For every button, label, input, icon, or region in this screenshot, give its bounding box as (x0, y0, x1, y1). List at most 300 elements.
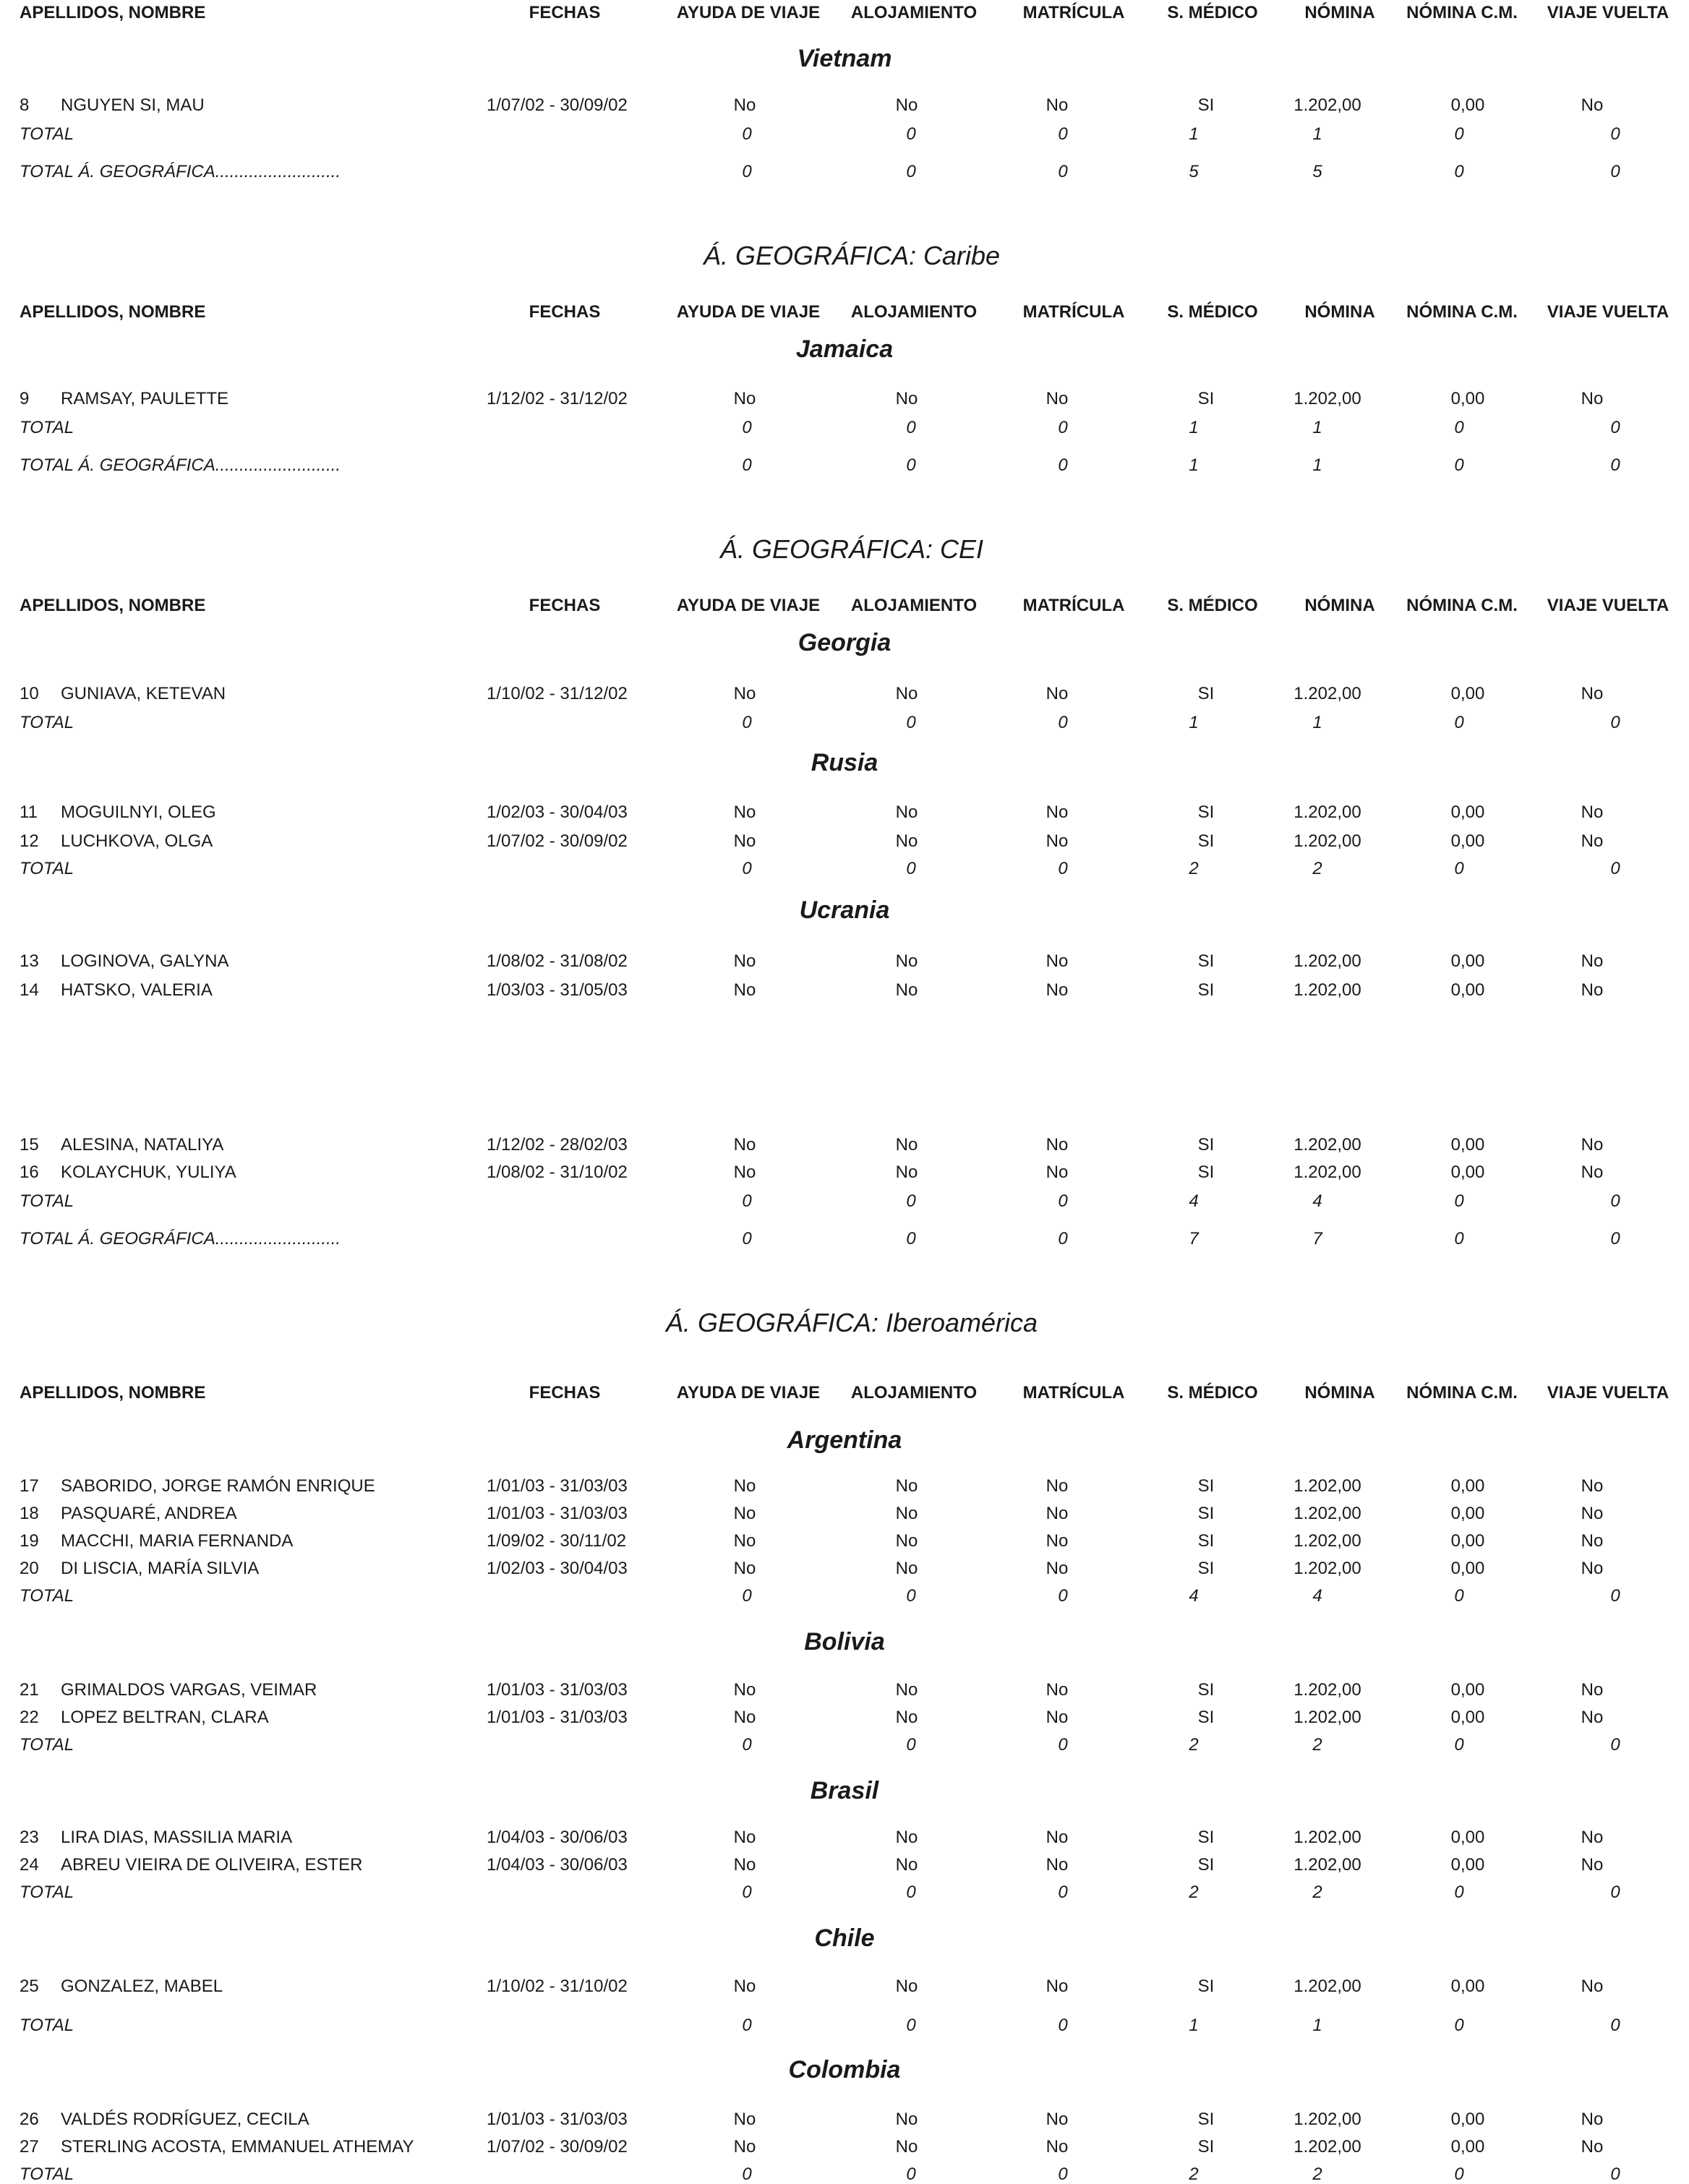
total-value: 0 (906, 1191, 916, 1211)
row-name: LOGINOVA, GALYNA (61, 951, 229, 971)
row-alojamiento: No (895, 1531, 918, 1551)
row-smedico: SI (1197, 831, 1215, 851)
total-label: TOTAL (20, 1191, 74, 1211)
row-name: ALESINA, NATALIYA (61, 1135, 224, 1155)
row-dates: 1/01/03 - 31/03/03 (487, 2110, 628, 2129)
total-value: 0 (1058, 1191, 1068, 1211)
total-label: TOTAL (20, 1883, 74, 1902)
row-ayuda: No (733, 1680, 756, 1700)
row-ayuda: No (733, 1476, 756, 1496)
total-value: 7 (1189, 1229, 1199, 1249)
row-matricula: No (1046, 802, 1069, 822)
row-name: VALDÉS RODRÍGUEZ, CECILA (61, 2110, 309, 2129)
total-value: 0 (1454, 418, 1464, 437)
row-matricula: No (1046, 684, 1069, 703)
total-value: 0 (906, 1586, 916, 1606)
row-dates: 1/07/02 - 30/09/02 (487, 95, 628, 115)
row-dates: 1/01/03 - 31/03/03 (487, 1680, 628, 1700)
row-matricula: No (1046, 1708, 1069, 1727)
header-alojamiento: ALOJAMIENTO (850, 302, 978, 322)
row-smedico: SI (1197, 1828, 1215, 1847)
area-heading: Á. GEOGRÁFICA: CEI (719, 534, 984, 564)
row-nomina: 1.202,00 (1294, 2137, 1361, 2157)
row-alojamiento: No (895, 684, 918, 703)
row-nomina-cm: 0,00 (1450, 1680, 1485, 1700)
header-name: APELLIDOS, NOMBRE (20, 1383, 206, 1403)
row-number: 17 (20, 1476, 39, 1496)
row-nomina: 1.202,00 (1294, 1531, 1361, 1551)
area-total-label: TOTAL Á. GEOGRÁFICA.......................... (20, 455, 341, 475)
row-nomina-cm: 0,00 (1450, 2137, 1485, 2157)
row-viaje-vuelta: No (1581, 951, 1604, 971)
total-value: 0 (1058, 455, 1068, 475)
row-nomina-cm: 0,00 (1450, 389, 1485, 408)
row-number: 26 (20, 2110, 39, 2129)
total-value: 1 (1312, 418, 1322, 437)
total-value: 0 (1610, 713, 1620, 732)
row-alojamiento: No (895, 389, 918, 408)
row-nomina: 1.202,00 (1294, 1504, 1361, 1523)
header-nomina: NÓMINA (1304, 3, 1375, 22)
row-alojamiento: No (895, 1828, 918, 1847)
row-nomina: 1.202,00 (1294, 684, 1361, 703)
row-matricula: No (1046, 1476, 1069, 1496)
row-dates: 1/04/03 - 30/06/03 (487, 1828, 628, 1847)
row-nomina: 1.202,00 (1294, 2110, 1361, 2129)
total-value: 0 (906, 2164, 916, 2184)
country-heading: Jamaica (795, 335, 894, 363)
header-name: APELLIDOS, NOMBRE (20, 596, 206, 615)
row-dates: 1/03/03 - 31/05/03 (487, 980, 628, 1000)
row-nomina: 1.202,00 (1294, 1828, 1361, 1847)
row-nomina: 1.202,00 (1294, 802, 1361, 822)
country-heading: Ucrania (799, 896, 890, 924)
row-nomina: 1.202,00 (1294, 831, 1361, 851)
row-ayuda: No (733, 95, 756, 115)
total-value: 0 (1058, 1883, 1068, 1902)
total-value: 0 (742, 1883, 752, 1902)
row-dates: 1/04/03 - 30/06/03 (487, 1855, 628, 1875)
row-nomina-cm: 0,00 (1450, 1531, 1485, 1551)
row-alojamiento: No (895, 1504, 918, 1523)
row-ayuda: No (733, 1855, 756, 1875)
row-nomina: 1.202,00 (1294, 389, 1361, 408)
row-ayuda: No (733, 980, 756, 1000)
header-nomina-cm: NÓMINA C.M. (1406, 3, 1518, 22)
total-value: 2 (1189, 1735, 1199, 1755)
row-number: 19 (20, 1531, 39, 1551)
total-value: 1 (1189, 124, 1199, 144)
row-nomina-cm: 0,00 (1450, 1135, 1485, 1155)
total-value: 0 (1610, 418, 1620, 437)
row-nomina: 1.202,00 (1294, 1476, 1361, 1496)
area-heading: Á. GEOGRÁFICA: Caribe (703, 241, 1001, 270)
row-smedico: SI (1197, 1559, 1215, 1578)
row-viaje-vuelta: No (1581, 2110, 1604, 2129)
row-number: 13 (20, 951, 39, 971)
row-matricula: No (1046, 95, 1069, 115)
total-value: 0 (1610, 1883, 1620, 1902)
row-number: 14 (20, 980, 39, 1000)
row-smedico: SI (1197, 1135, 1215, 1155)
row-dates: 1/07/02 - 30/09/02 (487, 831, 628, 851)
row-number: 22 (20, 1708, 39, 1727)
total-value: 0 (1058, 162, 1068, 181)
row-alojamiento: No (895, 1977, 918, 1996)
row-ayuda: No (733, 389, 756, 408)
total-value: 0 (906, 1883, 916, 1902)
row-name: LUCHKOVA, OLGA (61, 831, 213, 851)
header-smedico: S. MÉDICO (1167, 3, 1258, 22)
header-name: APELLIDOS, NOMBRE (20, 3, 206, 22)
header-fechas: FECHAS (529, 596, 601, 615)
row-smedico: SI (1197, 1708, 1215, 1727)
row-ayuda: No (733, 1977, 756, 1996)
row-nomina-cm: 0,00 (1450, 95, 1485, 115)
header-ayuda: AYUDA DE VIAJE (676, 3, 821, 22)
total-label: TOTAL (20, 124, 74, 144)
row-alojamiento: No (895, 980, 918, 1000)
row-smedico: SI (1197, 1977, 1215, 1996)
total-value: 0 (906, 713, 916, 732)
total-value: 0 (906, 162, 916, 181)
row-name: GONZALEZ, MABEL (61, 1977, 223, 1996)
total-value: 0 (1058, 418, 1068, 437)
row-dates: 1/02/03 - 30/04/03 (487, 1559, 628, 1578)
total-value: 0 (1454, 455, 1464, 475)
header-nomina: NÓMINA (1304, 1383, 1375, 1403)
total-label: TOTAL (20, 859, 74, 878)
row-matricula: No (1046, 389, 1069, 408)
row-number: 15 (20, 1135, 39, 1155)
row-number: 16 (20, 1162, 39, 1182)
row-name: DI LISCIA, MARÍA SILVIA (61, 1559, 260, 1578)
row-nomina-cm: 0,00 (1450, 802, 1485, 822)
total-value: 2 (1312, 2164, 1322, 2184)
row-viaje-vuelta: No (1581, 684, 1604, 703)
total-value: 7 (1312, 1229, 1322, 1249)
row-viaje-vuelta: No (1581, 1504, 1604, 1523)
total-value: 0 (742, 2016, 752, 2035)
row-alojamiento: No (895, 1559, 918, 1578)
total-value: 1 (1189, 2016, 1199, 2035)
row-dates: 1/12/02 - 31/12/02 (487, 389, 628, 408)
header-viaje-vuelta: VIAJE VUELTA (1547, 1383, 1669, 1403)
row-nomina-cm: 0,00 (1450, 1977, 1485, 1996)
total-value: 0 (1454, 2016, 1464, 2035)
country-heading: Chile (814, 1924, 875, 1952)
row-ayuda: No (733, 2137, 756, 2157)
row-alojamiento: No (895, 831, 918, 851)
row-nomina: 1.202,00 (1294, 1680, 1361, 1700)
total-value: 0 (1610, 1191, 1620, 1211)
total-value: 1 (1189, 418, 1199, 437)
country-heading: Colombia (788, 2056, 901, 2084)
total-value: 0 (1454, 1735, 1464, 1755)
total-value: 0 (906, 2016, 916, 2035)
row-alojamiento: No (895, 951, 918, 971)
row-number: 12 (20, 831, 39, 851)
country-heading: Bolivia (804, 1628, 885, 1656)
row-ayuda: No (733, 1828, 756, 1847)
total-value: 0 (1610, 1735, 1620, 1755)
row-name: NGUYEN SI, MAU (61, 95, 205, 115)
total-value: 2 (1312, 1883, 1322, 1902)
total-value: 0 (1610, 1586, 1620, 1606)
row-nomina-cm: 0,00 (1450, 2110, 1485, 2129)
row-ayuda: No (733, 802, 756, 822)
total-value: 0 (1058, 1586, 1068, 1606)
row-ayuda: No (733, 1531, 756, 1551)
row-number: 18 (20, 1504, 39, 1523)
row-ayuda: No (733, 1708, 756, 1727)
total-value: 2 (1312, 859, 1322, 878)
row-ayuda: No (733, 1504, 756, 1523)
row-name: LIRA DIAS, MASSILIA MARIA (61, 1828, 293, 1847)
row-matricula: No (1046, 1504, 1069, 1523)
row-name: KOLAYCHUK, YULIYA (61, 1162, 236, 1182)
total-value: 2 (1189, 2164, 1199, 2184)
header-viaje-vuelta: VIAJE VUELTA (1547, 596, 1669, 615)
row-alojamiento: No (895, 802, 918, 822)
total-value: 0 (906, 1229, 916, 1249)
total-value: 0 (1058, 1735, 1068, 1755)
header-nomina: NÓMINA (1304, 596, 1375, 615)
row-number: 24 (20, 1855, 39, 1875)
total-value: 0 (1610, 455, 1620, 475)
row-matricula: No (1046, 1680, 1069, 1700)
total-value: 0 (1454, 162, 1464, 181)
header-fechas: FECHAS (529, 302, 601, 322)
row-matricula: No (1046, 1531, 1069, 1551)
row-nomina: 1.202,00 (1294, 1977, 1361, 1996)
row-ayuda: No (733, 2110, 756, 2129)
total-value: 0 (1610, 859, 1620, 878)
row-smedico: SI (1197, 389, 1215, 408)
row-alojamiento: No (895, 2110, 918, 2129)
total-value: 0 (906, 1735, 916, 1755)
row-number: 9 (20, 389, 30, 408)
row-dates: 1/08/02 - 31/10/02 (487, 1162, 628, 1182)
row-nomina: 1.202,00 (1294, 1855, 1361, 1875)
total-value: 0 (1610, 2164, 1620, 2184)
row-nomina: 1.202,00 (1294, 1559, 1361, 1578)
total-value: 0 (1610, 1229, 1620, 1249)
header-nomina: NÓMINA (1304, 302, 1375, 322)
row-name: STERLING ACOSTA, EMMANUEL ATHEMAY (61, 2137, 414, 2157)
header-matricula: MATRÍCULA (1022, 1383, 1125, 1403)
total-value: 0 (742, 713, 752, 732)
row-viaje-vuelta: No (1581, 1855, 1604, 1875)
total-value: 0 (742, 1586, 752, 1606)
row-nomina-cm: 0,00 (1450, 1855, 1485, 1875)
row-ayuda: No (733, 831, 756, 851)
total-value: 4 (1189, 1586, 1199, 1606)
row-name: GUNIAVA, KETEVAN (61, 684, 226, 703)
row-alojamiento: No (895, 1680, 918, 1700)
row-viaje-vuelta: No (1581, 1977, 1604, 1996)
total-label: TOTAL (20, 2164, 74, 2184)
row-nomina-cm: 0,00 (1450, 1162, 1485, 1182)
country-heading: Georgia (798, 629, 891, 656)
header-smedico: S. MÉDICO (1167, 1383, 1258, 1403)
row-nomina: 1.202,00 (1294, 1135, 1361, 1155)
total-value: 0 (742, 1191, 752, 1211)
header-viaje-vuelta: VIAJE VUELTA (1547, 302, 1669, 322)
total-value: 0 (1454, 1586, 1464, 1606)
total-value: 0 (1058, 1229, 1068, 1249)
total-value: 1 (1189, 713, 1199, 732)
total-value: 1 (1312, 455, 1322, 475)
row-nomina-cm: 0,00 (1450, 980, 1485, 1000)
row-viaje-vuelta: No (1581, 1531, 1604, 1551)
row-alojamiento: No (895, 1135, 918, 1155)
row-name: ABREU VIEIRA DE OLIVEIRA, ESTER (61, 1855, 363, 1875)
row-name: HATSKO, VALERIA (61, 980, 213, 1000)
total-value: 0 (742, 1735, 752, 1755)
country-heading: Vietnam (797, 45, 892, 72)
row-number: 21 (20, 1680, 39, 1700)
header-ayuda: AYUDA DE VIAJE (676, 596, 821, 615)
row-matricula: No (1046, 1977, 1069, 1996)
total-value: 0 (1610, 124, 1620, 144)
total-value: 4 (1312, 1586, 1322, 1606)
header-matricula: MATRÍCULA (1022, 3, 1125, 22)
row-dates: 1/10/02 - 31/12/02 (487, 684, 628, 703)
total-value: 0 (906, 455, 916, 475)
row-matricula: No (1046, 2110, 1069, 2129)
header-alojamiento: ALOJAMIENTO (850, 3, 978, 22)
row-matricula: No (1046, 1828, 1069, 1847)
total-value: 0 (1454, 1229, 1464, 1249)
row-name: MOGUILNYI, OLEG (61, 802, 216, 822)
row-number: 27 (20, 2137, 39, 2157)
row-smedico: SI (1197, 951, 1215, 971)
header-matricula: MATRÍCULA (1022, 302, 1125, 322)
row-viaje-vuelta: No (1581, 1135, 1604, 1155)
total-value: 0 (742, 2164, 752, 2184)
total-label: TOTAL (20, 713, 74, 732)
row-dates: 1/01/03 - 31/03/03 (487, 1504, 628, 1523)
header-viaje-vuelta: VIAJE VUELTA (1547, 3, 1669, 22)
row-name: RAMSAY, PAULETTE (61, 389, 229, 408)
row-viaje-vuelta: No (1581, 831, 1604, 851)
row-dates: 1/12/02 - 28/02/03 (487, 1135, 628, 1155)
row-smedico: SI (1197, 684, 1215, 703)
row-nomina: 1.202,00 (1294, 95, 1361, 115)
row-matricula: No (1046, 831, 1069, 851)
header-smedico: S. MÉDICO (1167, 302, 1258, 322)
header-alojamiento: ALOJAMIENTO (850, 1383, 978, 1403)
row-viaje-vuelta: No (1581, 1476, 1604, 1496)
total-label: TOTAL (20, 2016, 74, 2035)
row-alojamiento: No (895, 1162, 918, 1182)
row-nomina-cm: 0,00 (1450, 1504, 1485, 1523)
total-value: 0 (1610, 162, 1620, 181)
header-fechas: FECHAS (529, 3, 601, 22)
row-alojamiento: No (895, 1855, 918, 1875)
total-value: 0 (742, 1229, 752, 1249)
total-value: 0 (1454, 2164, 1464, 2184)
row-viaje-vuelta: No (1581, 1708, 1604, 1727)
header-ayuda: AYUDA DE VIAJE (676, 1383, 821, 1403)
row-ayuda: No (733, 1559, 756, 1578)
header-ayuda: AYUDA DE VIAJE (676, 302, 821, 322)
total-value: 0 (1610, 2016, 1620, 2035)
header-nomina-cm: NÓMINA C.M. (1406, 596, 1518, 615)
row-matricula: No (1046, 1135, 1069, 1155)
total-value: 0 (1454, 1191, 1464, 1211)
country-heading: Rusia (811, 749, 878, 776)
row-dates: 1/01/03 - 31/03/03 (487, 1708, 628, 1727)
row-viaje-vuelta: No (1581, 980, 1604, 1000)
row-viaje-vuelta: No (1581, 802, 1604, 822)
row-dates: 1/08/02 - 31/08/02 (487, 951, 628, 971)
row-viaje-vuelta: No (1581, 2137, 1604, 2157)
row-number: 25 (20, 1977, 39, 1996)
total-value: 0 (1058, 713, 1068, 732)
row-number: 23 (20, 1828, 39, 1847)
total-label: TOTAL (20, 1735, 74, 1755)
row-alojamiento: No (895, 1476, 918, 1496)
row-number: 11 (20, 802, 38, 822)
total-value: 2 (1312, 1735, 1322, 1755)
row-alojamiento: No (895, 2137, 918, 2157)
row-name: GRIMALDOS VARGAS, VEIMAR (61, 1680, 317, 1700)
area-heading: Á. GEOGRÁFICA: Iberoamérica (665, 1308, 1038, 1337)
total-value: 5 (1189, 162, 1199, 181)
row-nomina-cm: 0,00 (1450, 1476, 1485, 1496)
total-value: 0 (742, 455, 752, 475)
row-ayuda: No (733, 951, 756, 971)
total-value: 4 (1312, 1191, 1322, 1211)
header-fechas: FECHAS (529, 1383, 601, 1403)
header-matricula: MATRÍCULA (1022, 596, 1125, 615)
total-value: 0 (742, 124, 752, 144)
row-viaje-vuelta: No (1581, 389, 1604, 408)
row-nomina-cm: 0,00 (1450, 951, 1485, 971)
row-alojamiento: No (895, 95, 918, 115)
total-value: 0 (1058, 124, 1068, 144)
header-alojamiento: ALOJAMIENTO (850, 596, 978, 615)
row-name: LOPEZ BELTRAN, CLARA (61, 1708, 269, 1727)
row-number: 10 (20, 684, 39, 703)
row-matricula: No (1046, 1855, 1069, 1875)
row-nomina-cm: 0,00 (1450, 684, 1485, 703)
row-nomina: 1.202,00 (1294, 980, 1361, 1000)
total-value: 1 (1312, 124, 1322, 144)
row-nomina: 1.202,00 (1294, 951, 1361, 971)
total-label: TOTAL (20, 418, 74, 437)
total-value: 0 (906, 124, 916, 144)
row-nomina-cm: 0,00 (1450, 1828, 1485, 1847)
total-value: 0 (1454, 1883, 1464, 1902)
row-dates: 1/02/03 - 30/04/03 (487, 802, 628, 822)
country-heading: Argentina (787, 1426, 902, 1454)
row-ayuda: No (733, 1162, 756, 1182)
total-value: 0 (1058, 859, 1068, 878)
total-value: 0 (1454, 124, 1464, 144)
row-number: 20 (20, 1559, 39, 1578)
row-nomina-cm: 0,00 (1450, 1559, 1485, 1578)
header-nomina-cm: NÓMINA C.M. (1406, 1383, 1518, 1403)
row-dates: 1/01/03 - 31/03/03 (487, 1476, 628, 1496)
row-smedico: SI (1197, 802, 1215, 822)
total-value: 1 (1189, 455, 1199, 475)
row-name: SABORIDO, JORGE RAMÓN ENRIQUE (61, 1476, 375, 1496)
total-value: 0 (742, 859, 752, 878)
total-value: 2 (1189, 859, 1199, 878)
